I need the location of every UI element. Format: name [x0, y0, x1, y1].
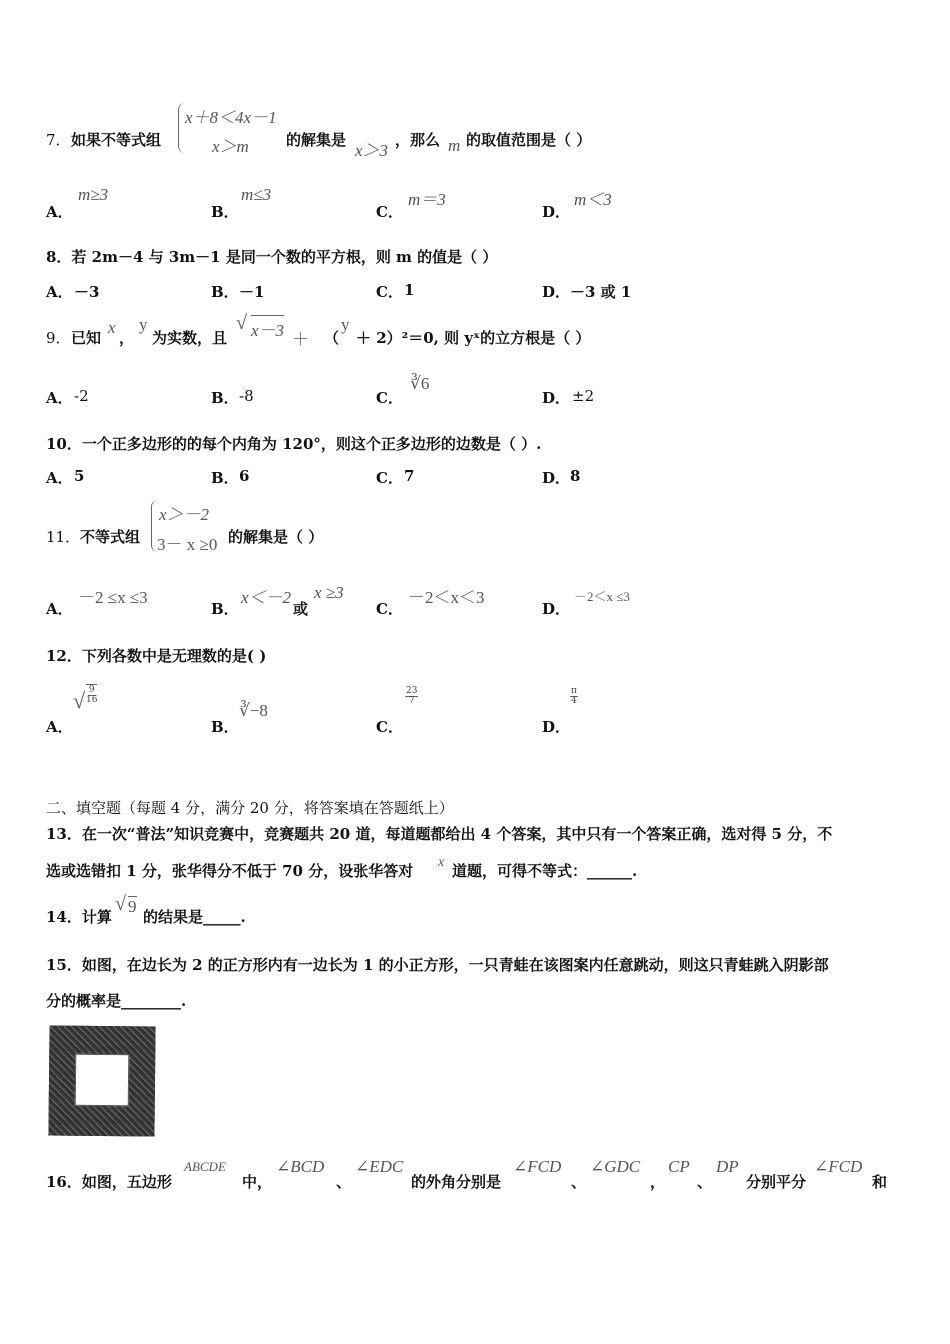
square-figure [48, 1025, 155, 1136]
q16-text8: 分别平分 [746, 1173, 807, 1191]
q12-option-c-frac [405, 686, 418, 706]
q12-option-c-num: 23 [406, 686, 418, 696]
q10-option-d-label: D． [542, 469, 571, 487]
q13-line2a: 选或选错扣 1 分，张华得分不低于 70 分，设张华答对 [46, 862, 414, 880]
q9-option-d: ±2 [572, 387, 595, 405]
q10-option-b: 6 [239, 467, 250, 485]
q16-angle-fcd-2: ∠FCD [814, 1157, 863, 1176]
q9-option-b-label: B． [211, 389, 239, 407]
q10-option-c-label: C． [376, 469, 403, 487]
q8-option-a: －3 [74, 283, 100, 301]
q16-text4: 的外角分别是 [411, 1173, 502, 1191]
q8-option-b-label: B． [211, 283, 239, 301]
q7-option-c-label: C． [376, 203, 403, 221]
q13-line1: 13．在一次“普法”知识竞赛中，竞赛题共 20 道，每道题都给出 4 个答案，其中只有一个答案正确，选对得 5 分，不 [46, 825, 833, 843]
q7-system-line1: x＋8＜4x－1 [185, 108, 277, 127]
q16-text7: 、 [697, 1173, 713, 1191]
q12-radical-icon: √ [73, 688, 86, 713]
q7-option-d-label: D． [542, 203, 571, 221]
inner-square [75, 1054, 130, 1107]
q12-option-d-frac [570, 686, 578, 706]
q9-option-c-label: C． [376, 389, 403, 407]
q7-condition: x＞3 [355, 141, 389, 160]
q7-system-line2: x＞m [212, 137, 249, 156]
q14-radicand: 9 [128, 897, 137, 916]
q16-angle-gdc: ∠GDC [590, 1157, 641, 1176]
q11-option-b-or: 或 [293, 600, 309, 618]
q11-option-c: －2＜x＜3 [408, 588, 485, 607]
q7-option-b-label: B． [211, 203, 239, 221]
q7-number: 7． [46, 131, 71, 149]
q12-option-d-label: D． [542, 718, 571, 736]
q8-option-c: 1 [404, 281, 415, 299]
q9-y: y [139, 315, 148, 334]
q7-brace [178, 103, 185, 153]
q9-text: 已知 [71, 329, 102, 347]
q10-option-a: 5 [74, 467, 85, 485]
q15-line1: 15．如图，在边长为 2 的正方形内有一边长为 1 的小正方形，一只青蛙在该图案内任意跳动，则这只青蛙跳入阴影部 [46, 956, 829, 974]
q12-option-a-num: 9 [88, 685, 95, 695]
q12-option-d-den: 4 [571, 696, 577, 706]
q9-y2: y [341, 315, 350, 334]
q7-text: 如果不等式组 [71, 131, 162, 149]
q9-paren: （ [324, 329, 340, 347]
q14-radical-sign-icon: √ [115, 893, 126, 915]
q9-text2: 为实数，且 [152, 329, 228, 347]
q9-option-c: ∛6 [410, 374, 430, 393]
q16-angle-bcd: ∠BCD [276, 1157, 325, 1176]
q9-text3: ＋ 2）²＝0, 则 yˣ的立方根是（ ） [356, 329, 591, 347]
q12-text: 12．下列各数中是无理数的是( ) [46, 647, 267, 665]
q12-option-d-num: π [571, 686, 577, 696]
q16-text6: ， [650, 1173, 666, 1191]
q12-option-b: ∛−8 [239, 701, 268, 720]
q11-option-d-label: D． [542, 600, 571, 618]
q9-radical-sign-icon: √ [236, 312, 247, 334]
q8-option-c-label: C． [376, 283, 403, 301]
q7-option-a: m≥3 [78, 185, 109, 204]
q8-text: 8．若 2m－4 与 3m－1 是同一个数的平方根，则 m 的值是（ ） [46, 248, 498, 266]
q11-number: 11． [46, 528, 81, 546]
q12-option-a-label: A． [46, 718, 73, 736]
q10-option-c: 7 [404, 467, 415, 485]
q7-option-c: m＝3 [408, 190, 446, 209]
q14-text2: 的结果是_____. [143, 908, 246, 926]
q7-option-d: m＜3 [574, 190, 612, 209]
q9-option-a: -2 [74, 387, 89, 405]
q11-option-a-label: A． [46, 600, 73, 618]
q11-system-line1: x＞－2 [159, 505, 210, 524]
q7-text3: ，那么 [395, 131, 441, 149]
q7-text2: 的解集是 [286, 131, 347, 149]
q16-cp: CP [668, 1157, 690, 1176]
q10-option-d: 8 [570, 467, 581, 485]
q11-option-b: x＜－2 [241, 588, 292, 607]
q12-option-a-frac [86, 684, 97, 705]
q16-text3: 、 [336, 1173, 352, 1191]
q11-option-b2: x ≥3 [314, 583, 344, 602]
q12-option-a-den: 16 [86, 695, 98, 705]
q7-option-b: m≤3 [241, 185, 272, 204]
q8-option-a-label: A． [46, 283, 73, 301]
q10-option-a-label: A． [46, 469, 73, 487]
q9-comma: ， [119, 329, 135, 347]
q7-option-a-label: A． [46, 203, 73, 221]
q16-pentagon: ABCDE [184, 1159, 226, 1174]
q8-option-d: －3 或 1 [570, 283, 632, 301]
section-2-heading: 二、填空题（每题 4 分，满分 20 分，将答案填在答题纸上） [46, 799, 454, 817]
q10-text: 10．一个正多边形的的每个内角为 120°，则这个正多边形的边数是（ ）. [46, 435, 542, 453]
q9-x: x [108, 318, 116, 337]
q16-angle-fcd: ∠FCD [513, 1157, 562, 1176]
q16-text9: 和 [872, 1173, 888, 1191]
q9-option-a-label: A． [46, 389, 73, 407]
q10-option-b-label: B． [211, 469, 239, 487]
q16-dp: DP [716, 1157, 739, 1176]
q11-text2: 的解集是（ ） [228, 528, 324, 546]
q9-plus: ＋ [292, 330, 309, 349]
q9-option-b: -8 [239, 387, 254, 405]
q7-variable: m [448, 136, 461, 155]
q11-option-b-label: B． [211, 600, 239, 618]
q11-option-c-label: C． [376, 600, 403, 618]
q16-text: 16．如图，五边形 [46, 1173, 172, 1191]
q8-option-d-label: D． [542, 283, 571, 301]
q11-text: 不等式组 [80, 528, 141, 546]
q9-number: 9． [46, 329, 71, 347]
q13-variable: x [438, 855, 445, 870]
q14-text: 14．计算 [46, 908, 112, 926]
q12-option-b-label: B． [211, 718, 239, 736]
q11-option-a: －2 ≤x ≤3 [78, 588, 148, 607]
q7-text4: 的取值范围是（ ） [466, 131, 592, 149]
q11-system-line2: 3－ x ≥0 [157, 535, 218, 554]
q13-line2b: 道题，可得不等式：______. [452, 862, 638, 880]
q16-angle-edc: ∠EDC [355, 1157, 404, 1176]
q8-option-b: －1 [239, 283, 265, 301]
q11-option-d: －2＜x ≤3 [574, 589, 630, 604]
q15-line2: 分的概率是________. [46, 992, 187, 1010]
q9-option-d-label: D． [542, 389, 571, 407]
q16-text2: 中， [242, 1173, 273, 1191]
q12-option-c-den: 7 [408, 696, 415, 706]
q16-text5: 、 [571, 1173, 587, 1191]
q9-radicand: x－3 [251, 315, 284, 341]
q12-option-c-label: C． [376, 718, 403, 736]
